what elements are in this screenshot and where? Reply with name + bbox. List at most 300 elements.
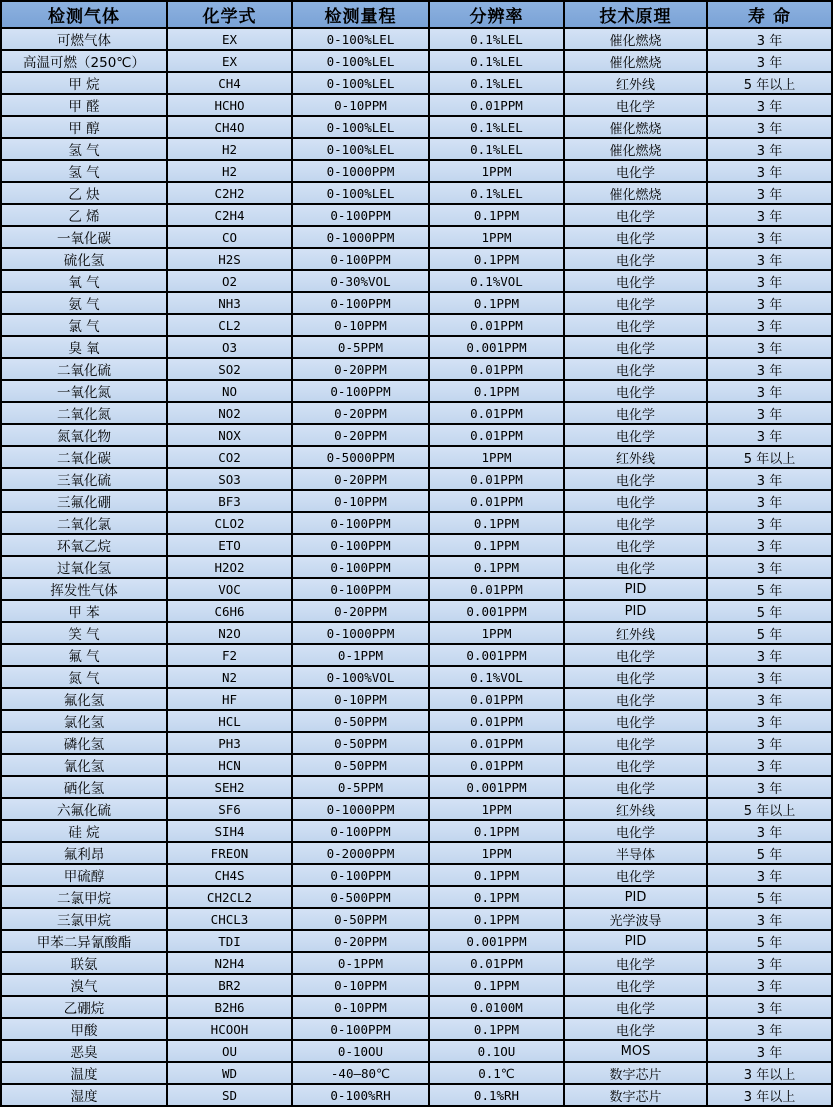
cell-principle: 电化学 bbox=[564, 556, 707, 578]
cell-lifespan: 3 年 bbox=[707, 50, 832, 72]
cell-resolution: 0.1PPM bbox=[429, 556, 564, 578]
cell-principle: 催化燃烧 bbox=[564, 182, 707, 204]
cell-lifespan: 3 年 bbox=[707, 28, 832, 50]
cell-range: 0-100%RH bbox=[292, 1084, 429, 1106]
cell-lifespan: 5 年 bbox=[707, 578, 832, 600]
cell-formula: HCHO bbox=[167, 94, 292, 116]
cell-principle: 电化学 bbox=[564, 754, 707, 776]
cell-resolution: 0.1℃ bbox=[429, 1062, 564, 1084]
cell-resolution: 0.1%LEL bbox=[429, 72, 564, 94]
cell-gas-name: 甲 苯 bbox=[1, 600, 167, 622]
cell-range: 0-10PPM bbox=[292, 688, 429, 710]
table-row bbox=[1, 666, 832, 688]
table-row bbox=[1, 776, 832, 798]
cell-resolution: 1PPM bbox=[429, 446, 564, 468]
cell-lifespan: 3 年 bbox=[707, 688, 832, 710]
cell-principle: 电化学 bbox=[564, 314, 707, 336]
cell-gas-name: 硫化氢 bbox=[1, 248, 167, 270]
cell-lifespan: 3 年 bbox=[707, 1040, 832, 1062]
cell-principle: 电化学 bbox=[564, 512, 707, 534]
cell-gas-name: 二氯甲烷 bbox=[1, 886, 167, 908]
cell-formula: NO bbox=[167, 380, 292, 402]
col-header-gas-name: 检测气体 bbox=[1, 1, 167, 28]
cell-principle: 电化学 bbox=[564, 776, 707, 798]
cell-lifespan: 3 年 bbox=[707, 94, 832, 116]
table-row bbox=[1, 820, 832, 842]
table-row bbox=[1, 1018, 832, 1040]
cell-resolution: 0.1%LEL bbox=[429, 138, 564, 160]
cell-range: 0-100%LEL bbox=[292, 50, 429, 72]
table-row bbox=[1, 952, 832, 974]
cell-principle: 电化学 bbox=[564, 358, 707, 380]
cell-lifespan: 3 年 bbox=[707, 732, 832, 754]
cell-principle: 电化学 bbox=[564, 864, 707, 886]
cell-lifespan: 5 年以上 bbox=[707, 798, 832, 820]
table-row bbox=[1, 402, 832, 424]
cell-gas-name: 二氧化氮 bbox=[1, 402, 167, 424]
cell-principle: MOS bbox=[564, 1040, 707, 1062]
cell-principle: 电化学 bbox=[564, 534, 707, 556]
cell-range: 0-1PPM bbox=[292, 644, 429, 666]
cell-resolution: 0.001PPM bbox=[429, 776, 564, 798]
cell-range: 0-5PPM bbox=[292, 776, 429, 798]
table-row bbox=[1, 622, 832, 644]
cell-principle: 数字芯片 bbox=[564, 1084, 707, 1106]
col-header-formula: 化学式 bbox=[167, 1, 292, 28]
cell-gas-name: 三氯甲烷 bbox=[1, 908, 167, 930]
table-body bbox=[1, 28, 832, 1106]
table-row bbox=[1, 116, 832, 138]
cell-formula: HCN bbox=[167, 754, 292, 776]
table-row bbox=[1, 908, 832, 930]
cell-gas-name: 甲硫醇 bbox=[1, 864, 167, 886]
cell-range: 0-100%VOL bbox=[292, 666, 429, 688]
cell-gas-name: 甲 醇 bbox=[1, 116, 167, 138]
cell-principle: 光学波导 bbox=[564, 908, 707, 930]
table-row bbox=[1, 446, 832, 468]
cell-formula: ETO bbox=[167, 534, 292, 556]
cell-range: 0-1000PPM bbox=[292, 622, 429, 644]
cell-gas-name: 六氟化硫 bbox=[1, 798, 167, 820]
cell-formula: BF3 bbox=[167, 490, 292, 512]
cell-resolution: 0.1PPM bbox=[429, 248, 564, 270]
cell-range: 0-50PPM bbox=[292, 754, 429, 776]
cell-resolution: 0.1PPM bbox=[429, 380, 564, 402]
cell-range: 0-10OU bbox=[292, 1040, 429, 1062]
cell-lifespan: 3 年 bbox=[707, 160, 832, 182]
cell-resolution: 0.01PPM bbox=[429, 94, 564, 116]
table-row bbox=[1, 732, 832, 754]
cell-gas-name: 高温可燃（250℃） bbox=[1, 50, 167, 72]
table-row bbox=[1, 28, 832, 50]
table-row bbox=[1, 754, 832, 776]
cell-resolution: 0.001PPM bbox=[429, 336, 564, 358]
cell-resolution: 0.01PPM bbox=[429, 952, 564, 974]
cell-principle: PID bbox=[564, 578, 707, 600]
cell-formula: WD bbox=[167, 1062, 292, 1084]
cell-formula: O2 bbox=[167, 270, 292, 292]
cell-range: 0-10PPM bbox=[292, 490, 429, 512]
cell-lifespan: 3 年 bbox=[707, 358, 832, 380]
cell-gas-name: 湿度 bbox=[1, 1084, 167, 1106]
cell-principle: 数字芯片 bbox=[564, 1062, 707, 1084]
cell-range: 0-100PPM bbox=[292, 292, 429, 314]
cell-principle: PID bbox=[564, 600, 707, 622]
cell-formula: FREON bbox=[167, 842, 292, 864]
cell-range: 0-10PPM bbox=[292, 94, 429, 116]
cell-principle: 电化学 bbox=[564, 226, 707, 248]
cell-lifespan: 3 年 bbox=[707, 710, 832, 732]
cell-principle: 电化学 bbox=[564, 952, 707, 974]
cell-lifespan: 3 年 bbox=[707, 908, 832, 930]
cell-lifespan: 3 年 bbox=[707, 292, 832, 314]
cell-lifespan: 3 年 bbox=[707, 512, 832, 534]
table-row bbox=[1, 688, 832, 710]
cell-principle: 电化学 bbox=[564, 204, 707, 226]
cell-resolution: 0.01PPM bbox=[429, 754, 564, 776]
cell-resolution: 0.1PPM bbox=[429, 908, 564, 930]
table-row bbox=[1, 534, 832, 556]
cell-principle: 催化燃烧 bbox=[564, 28, 707, 50]
cell-formula: C2H4 bbox=[167, 204, 292, 226]
cell-range: 0-100PPM bbox=[292, 534, 429, 556]
cell-formula: CLO2 bbox=[167, 512, 292, 534]
cell-gas-name: 氟化氢 bbox=[1, 688, 167, 710]
cell-range: 0-100PPM bbox=[292, 556, 429, 578]
cell-formula: F2 bbox=[167, 644, 292, 666]
cell-resolution: 0.1PPM bbox=[429, 204, 564, 226]
cell-lifespan: 3 年 bbox=[707, 490, 832, 512]
cell-formula: EX bbox=[167, 50, 292, 72]
table-row bbox=[1, 270, 832, 292]
table-row bbox=[1, 72, 832, 94]
cell-resolution: 0.1%VOL bbox=[429, 270, 564, 292]
cell-lifespan: 3 年 bbox=[707, 380, 832, 402]
cell-range: 0-20PPM bbox=[292, 402, 429, 424]
cell-resolution: 0.1PPM bbox=[429, 534, 564, 556]
table-row bbox=[1, 710, 832, 732]
cell-gas-name: 臭 氧 bbox=[1, 336, 167, 358]
table-row bbox=[1, 512, 832, 534]
cell-formula: EX bbox=[167, 28, 292, 50]
cell-resolution: 0.001PPM bbox=[429, 644, 564, 666]
cell-resolution: 0.1%LEL bbox=[429, 50, 564, 72]
cell-lifespan: 3 年 bbox=[707, 952, 832, 974]
cell-lifespan: 3 年 bbox=[707, 314, 832, 336]
table-row bbox=[1, 1062, 832, 1084]
table-row bbox=[1, 138, 832, 160]
cell-gas-name: 甲 烷 bbox=[1, 72, 167, 94]
cell-range: 0-1000PPM bbox=[292, 226, 429, 248]
cell-range: 0-100PPM bbox=[292, 248, 429, 270]
cell-gas-name: 氮 气 bbox=[1, 666, 167, 688]
cell-formula: SO2 bbox=[167, 358, 292, 380]
cell-range: 0-10PPM bbox=[292, 974, 429, 996]
cell-lifespan: 3 年 bbox=[707, 182, 832, 204]
cell-formula: CH4O bbox=[167, 116, 292, 138]
cell-gas-name: 二氧化硫 bbox=[1, 358, 167, 380]
cell-formula: OU bbox=[167, 1040, 292, 1062]
cell-formula: SO3 bbox=[167, 468, 292, 490]
cell-resolution: 0.001PPM bbox=[429, 600, 564, 622]
cell-range: 0-10PPM bbox=[292, 314, 429, 336]
cell-lifespan: 3 年 bbox=[707, 248, 832, 270]
cell-gas-name: 甲酸 bbox=[1, 1018, 167, 1040]
table-row bbox=[1, 292, 832, 314]
cell-formula: B2H6 bbox=[167, 996, 292, 1018]
table-row bbox=[1, 1084, 832, 1106]
cell-lifespan: 5 年以上 bbox=[707, 72, 832, 94]
cell-formula: SF6 bbox=[167, 798, 292, 820]
table-row bbox=[1, 600, 832, 622]
cell-principle: 电化学 bbox=[564, 666, 707, 688]
cell-lifespan: 3 年 bbox=[707, 644, 832, 666]
cell-lifespan: 3 年 bbox=[707, 468, 832, 490]
cell-range: 0-1PPM bbox=[292, 952, 429, 974]
cell-gas-name: 氟 气 bbox=[1, 644, 167, 666]
cell-range: 0-100PPM bbox=[292, 1018, 429, 1040]
cell-lifespan: 3 年 bbox=[707, 1018, 832, 1040]
cell-resolution: 0.1OU bbox=[429, 1040, 564, 1062]
cell-range: 0-2000PPM bbox=[292, 842, 429, 864]
cell-principle: 电化学 bbox=[564, 820, 707, 842]
cell-resolution: 1PPM bbox=[429, 798, 564, 820]
cell-lifespan: 3 年 bbox=[707, 666, 832, 688]
cell-principle: 红外线 bbox=[564, 798, 707, 820]
cell-resolution: 0.01PPM bbox=[429, 402, 564, 424]
cell-formula: CO2 bbox=[167, 446, 292, 468]
cell-gas-name: 甲 醛 bbox=[1, 94, 167, 116]
cell-resolution: 1PPM bbox=[429, 622, 564, 644]
cell-range: 0-20PPM bbox=[292, 424, 429, 446]
cell-formula: CL2 bbox=[167, 314, 292, 336]
cell-formula: HF bbox=[167, 688, 292, 710]
cell-range: 0-1000PPM bbox=[292, 160, 429, 182]
table-row bbox=[1, 468, 832, 490]
cell-gas-name: 甲苯二异氰酸酯 bbox=[1, 930, 167, 952]
cell-formula: CO bbox=[167, 226, 292, 248]
cell-range: 0-5000PPM bbox=[292, 446, 429, 468]
cell-principle: PID bbox=[564, 886, 707, 908]
cell-resolution: 0.1%RH bbox=[429, 1084, 564, 1106]
table-row bbox=[1, 160, 832, 182]
cell-gas-name: 氰化氢 bbox=[1, 754, 167, 776]
cell-range: 0-50PPM bbox=[292, 710, 429, 732]
cell-resolution: 0.01PPM bbox=[429, 688, 564, 710]
cell-lifespan: 3 年 bbox=[707, 776, 832, 798]
cell-gas-name: 一氧化氮 bbox=[1, 380, 167, 402]
cell-gas-name: 乙 烯 bbox=[1, 204, 167, 226]
table-row bbox=[1, 204, 832, 226]
cell-lifespan: 3 年 bbox=[707, 864, 832, 886]
cell-formula: HCL bbox=[167, 710, 292, 732]
cell-formula: CH4 bbox=[167, 72, 292, 94]
table-row bbox=[1, 842, 832, 864]
cell-range: 0-1000PPM bbox=[292, 798, 429, 820]
cell-formula: SD bbox=[167, 1084, 292, 1106]
cell-lifespan: 3 年 bbox=[707, 820, 832, 842]
cell-lifespan: 5 年以上 bbox=[707, 446, 832, 468]
cell-resolution: 0.01PPM bbox=[429, 424, 564, 446]
cell-principle: 催化燃烧 bbox=[564, 116, 707, 138]
cell-formula: CHCL3 bbox=[167, 908, 292, 930]
cell-resolution: 0.0100M bbox=[429, 996, 564, 1018]
cell-lifespan: 3 年 bbox=[707, 336, 832, 358]
col-header-lifespan: 寿 命 bbox=[707, 1, 832, 28]
cell-resolution: 0.01PPM bbox=[429, 490, 564, 512]
cell-gas-name: 氨 气 bbox=[1, 292, 167, 314]
cell-range: 0-100%LEL bbox=[292, 138, 429, 160]
table-row bbox=[1, 380, 832, 402]
cell-principle: 红外线 bbox=[564, 622, 707, 644]
cell-range: 0-100PPM bbox=[292, 380, 429, 402]
table-row bbox=[1, 314, 832, 336]
cell-range: 0-100PPM bbox=[292, 204, 429, 226]
table-row bbox=[1, 248, 832, 270]
cell-principle: 电化学 bbox=[564, 402, 707, 424]
table-row bbox=[1, 578, 832, 600]
cell-resolution: 0.001PPM bbox=[429, 930, 564, 952]
cell-gas-name: 三氧化硫 bbox=[1, 468, 167, 490]
cell-lifespan: 3 年 bbox=[707, 534, 832, 556]
cell-resolution: 0.1%LEL bbox=[429, 182, 564, 204]
cell-range: 0-20PPM bbox=[292, 930, 429, 952]
cell-formula: H2S bbox=[167, 248, 292, 270]
table-row bbox=[1, 94, 832, 116]
cell-principle: 电化学 bbox=[564, 732, 707, 754]
cell-formula: NOX bbox=[167, 424, 292, 446]
cell-formula: BR2 bbox=[167, 974, 292, 996]
table-row bbox=[1, 798, 832, 820]
cell-lifespan: 5 年 bbox=[707, 622, 832, 644]
cell-gas-name: 磷化氢 bbox=[1, 732, 167, 754]
cell-formula: H2 bbox=[167, 160, 292, 182]
cell-range: 0-30%VOL bbox=[292, 270, 429, 292]
cell-resolution: 0.1PPM bbox=[429, 1018, 564, 1040]
cell-formula: N2 bbox=[167, 666, 292, 688]
cell-gas-name: 氟利昂 bbox=[1, 842, 167, 864]
cell-range: 0-100PPM bbox=[292, 512, 429, 534]
cell-gas-name: 可燃气体 bbox=[1, 28, 167, 50]
table-row bbox=[1, 1040, 832, 1062]
cell-gas-name: 氧 气 bbox=[1, 270, 167, 292]
cell-formula: CH2CL2 bbox=[167, 886, 292, 908]
cell-lifespan: 5 年 bbox=[707, 600, 832, 622]
cell-lifespan: 3 年 bbox=[707, 270, 832, 292]
cell-range: 0-100PPM bbox=[292, 820, 429, 842]
cell-formula: N2H4 bbox=[167, 952, 292, 974]
cell-range: 0-100%LEL bbox=[292, 28, 429, 50]
cell-resolution: 0.1PPM bbox=[429, 820, 564, 842]
cell-gas-name: 氢 气 bbox=[1, 138, 167, 160]
cell-lifespan: 3 年 bbox=[707, 402, 832, 424]
cell-gas-name: 乙硼烷 bbox=[1, 996, 167, 1018]
table-row bbox=[1, 556, 832, 578]
table-row bbox=[1, 182, 832, 204]
cell-resolution: 0.1%LEL bbox=[429, 116, 564, 138]
cell-resolution: 0.01PPM bbox=[429, 710, 564, 732]
cell-resolution: 1PPM bbox=[429, 842, 564, 864]
cell-range: 0-20PPM bbox=[292, 468, 429, 490]
cell-principle: 电化学 bbox=[564, 292, 707, 314]
cell-range: 0-100PPM bbox=[292, 864, 429, 886]
cell-formula: VOC bbox=[167, 578, 292, 600]
cell-formula: NO2 bbox=[167, 402, 292, 424]
cell-lifespan: 3 年 bbox=[707, 116, 832, 138]
cell-resolution: 0.1PPM bbox=[429, 974, 564, 996]
cell-lifespan: 3 年 bbox=[707, 226, 832, 248]
table-row bbox=[1, 226, 832, 248]
cell-lifespan: 5 年 bbox=[707, 842, 832, 864]
cell-formula: CH4S bbox=[167, 864, 292, 886]
cell-resolution: 0.1PPM bbox=[429, 292, 564, 314]
cell-resolution: 0.01PPM bbox=[429, 468, 564, 490]
header-row bbox=[1, 1, 832, 28]
table-row bbox=[1, 490, 832, 512]
cell-principle: 红外线 bbox=[564, 72, 707, 94]
cell-principle: 电化学 bbox=[564, 270, 707, 292]
cell-range: 0-20PPM bbox=[292, 358, 429, 380]
cell-principle: 催化燃烧 bbox=[564, 138, 707, 160]
cell-resolution: 0.01PPM bbox=[429, 314, 564, 336]
cell-gas-name: 氯 气 bbox=[1, 314, 167, 336]
cell-gas-name: 一氧化碳 bbox=[1, 226, 167, 248]
table-row bbox=[1, 974, 832, 996]
cell-lifespan: 3 年 bbox=[707, 138, 832, 160]
cell-lifespan: 3 年 bbox=[707, 974, 832, 996]
cell-resolution: 0.1PPM bbox=[429, 864, 564, 886]
cell-lifespan: 3 年以上 bbox=[707, 1062, 832, 1084]
cell-formula: TDI bbox=[167, 930, 292, 952]
cell-principle: 电化学 bbox=[564, 94, 707, 116]
cell-range: 0-50PPM bbox=[292, 732, 429, 754]
cell-range: 0-100%LEL bbox=[292, 182, 429, 204]
cell-formula: SIH4 bbox=[167, 820, 292, 842]
cell-gas-name: 联氨 bbox=[1, 952, 167, 974]
cell-gas-name: 氯化氢 bbox=[1, 710, 167, 732]
cell-gas-name: 温度 bbox=[1, 1062, 167, 1084]
cell-range: 0-100%LEL bbox=[292, 72, 429, 94]
cell-range: 0-100PPM bbox=[292, 578, 429, 600]
cell-principle: 红外线 bbox=[564, 446, 707, 468]
cell-lifespan: 3 年以上 bbox=[707, 1084, 832, 1106]
cell-principle: 半导体 bbox=[564, 842, 707, 864]
cell-principle: 电化学 bbox=[564, 424, 707, 446]
cell-formula: H2O2 bbox=[167, 556, 292, 578]
cell-gas-name: 三氟化硼 bbox=[1, 490, 167, 512]
cell-gas-name: 溴气 bbox=[1, 974, 167, 996]
cell-gas-name: 氮氧化物 bbox=[1, 424, 167, 446]
table-row bbox=[1, 336, 832, 358]
cell-range: 0-20PPM bbox=[292, 600, 429, 622]
table-row bbox=[1, 886, 832, 908]
cell-formula: O3 bbox=[167, 336, 292, 358]
cell-gas-name: 过氧化氢 bbox=[1, 556, 167, 578]
cell-resolution: 1PPM bbox=[429, 226, 564, 248]
cell-gas-name: 硅 烷 bbox=[1, 820, 167, 842]
col-header-range: 检测量程 bbox=[292, 1, 429, 28]
cell-resolution: 0.1%VOL bbox=[429, 666, 564, 688]
cell-formula: NH3 bbox=[167, 292, 292, 314]
cell-principle: 电化学 bbox=[564, 468, 707, 490]
cell-lifespan: 3 年 bbox=[707, 424, 832, 446]
cell-range: 0-10PPM bbox=[292, 996, 429, 1018]
cell-gas-name: 恶臭 bbox=[1, 1040, 167, 1062]
cell-principle: 电化学 bbox=[564, 380, 707, 402]
table-row bbox=[1, 358, 832, 380]
cell-resolution: 0.1PPM bbox=[429, 886, 564, 908]
cell-lifespan: 3 年 bbox=[707, 204, 832, 226]
